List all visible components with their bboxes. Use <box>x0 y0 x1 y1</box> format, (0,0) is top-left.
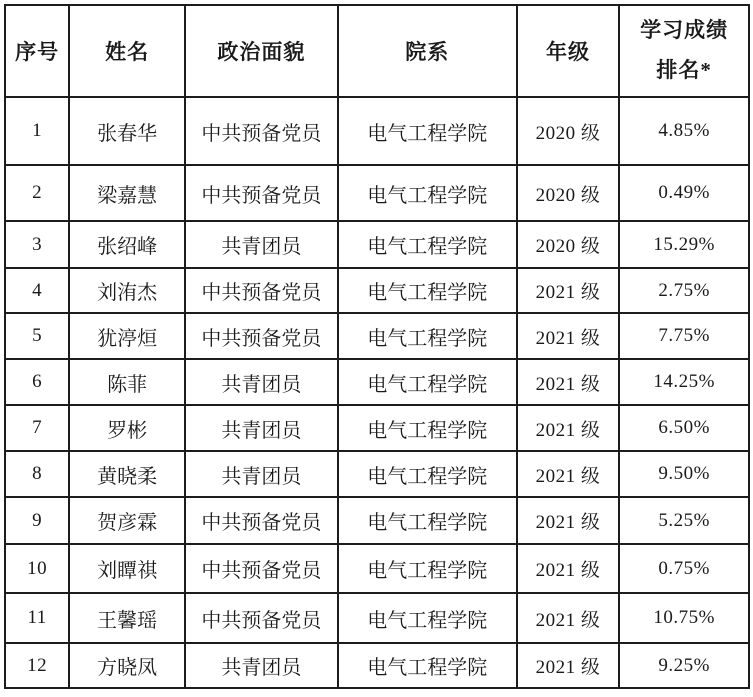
table-row <box>5 593 749 643</box>
table-row <box>5 165 749 221</box>
cell-department: 电气工程学院 <box>338 268 517 313</box>
cell-rank: 2.75% <box>619 268 749 313</box>
cell-political-status: 共青团员 <box>185 405 338 451</box>
cell-grade: 2020 级 <box>517 221 620 268</box>
col-header-department: 院系 <box>338 5 517 97</box>
cell-political-status: 共青团员 <box>185 359 338 405</box>
cell-index: 9 <box>5 497 69 544</box>
cell-grade: 2021 级 <box>517 313 620 359</box>
cell-political-status: 中共预备党员 <box>185 593 338 643</box>
cell-index: 4 <box>5 268 69 313</box>
cell-political-status: 共青团员 <box>185 643 338 688</box>
cell-department: 电气工程学院 <box>338 313 517 359</box>
cell-name: 黄晓柔 <box>69 451 185 497</box>
cell-rank: 5.25% <box>619 497 749 544</box>
student-roster-table <box>4 4 750 689</box>
table-row <box>5 97 749 165</box>
cell-department: 电气工程学院 <box>338 97 517 165</box>
col-header-index: 序号 <box>5 5 69 97</box>
cell-grade: 2021 级 <box>517 593 620 643</box>
cell-rank: 6.50% <box>619 405 749 451</box>
table-header-row <box>5 5 749 97</box>
cell-name: 王馨瑶 <box>69 593 185 643</box>
cell-rank: 7.75% <box>619 313 749 359</box>
cell-department: 电气工程学院 <box>338 544 517 593</box>
cell-department: 电气工程学院 <box>338 593 517 643</box>
table-row <box>5 268 749 313</box>
cell-index: 12 <box>5 643 69 688</box>
cell-grade: 2021 级 <box>517 405 620 451</box>
table-row <box>5 221 749 268</box>
cell-index: 7 <box>5 405 69 451</box>
cell-name: 张春华 <box>69 97 185 165</box>
cell-rank: 0.49% <box>619 165 749 221</box>
cell-name: 陈菲 <box>69 359 185 405</box>
cell-name: 贺彦霖 <box>69 497 185 544</box>
cell-department: 电气工程学院 <box>338 165 517 221</box>
cell-index: 1 <box>5 97 69 165</box>
cell-political-status: 中共预备党员 <box>185 268 338 313</box>
col-header-political-status: 政治面貌 <box>185 5 338 97</box>
cell-grade: 2021 级 <box>517 268 620 313</box>
cell-grade: 2021 级 <box>517 497 620 544</box>
table-row <box>5 405 749 451</box>
cell-index: 3 <box>5 221 69 268</box>
cell-political-status: 中共预备党员 <box>185 544 338 593</box>
cell-grade: 2020 级 <box>517 165 620 221</box>
col-header-grade: 年级 <box>517 5 620 97</box>
table-row <box>5 497 749 544</box>
cell-name: 梁嘉慧 <box>69 165 185 221</box>
cell-political-status: 中共预备党员 <box>185 497 338 544</box>
cell-political-status: 共青团员 <box>185 221 338 268</box>
cell-index: 5 <box>5 313 69 359</box>
table-row <box>5 359 749 405</box>
cell-department: 电气工程学院 <box>338 359 517 405</box>
cell-index: 8 <box>5 451 69 497</box>
cell-name: 方晓凤 <box>69 643 185 688</box>
col-header-rank-line2: 排名* <box>656 58 712 82</box>
cell-political-status: 中共预备党员 <box>185 97 338 165</box>
cell-name: 犹渟烜 <box>69 313 185 359</box>
cell-name: 罗彬 <box>69 405 185 451</box>
cell-department: 电气工程学院 <box>338 643 517 688</box>
cell-rank: 9.25% <box>619 643 749 688</box>
table-row <box>5 643 749 688</box>
cell-department: 电气工程学院 <box>338 451 517 497</box>
cell-department: 电气工程学院 <box>338 221 517 268</box>
cell-name: 刘瞫祺 <box>69 544 185 593</box>
cell-grade: 2021 级 <box>517 544 620 593</box>
cell-rank: 0.75% <box>619 544 749 593</box>
cell-index: 10 <box>5 544 69 593</box>
col-header-rank <box>619 5 749 97</box>
cell-political-status: 中共预备党员 <box>185 165 338 221</box>
cell-grade: 2021 级 <box>517 451 620 497</box>
cell-rank: 9.50% <box>619 451 749 497</box>
cell-rank: 10.75% <box>619 593 749 643</box>
col-header-name: 姓名 <box>69 5 185 97</box>
cell-rank: 14.25% <box>619 359 749 405</box>
col-header-rank-line1: 学习成绩 <box>640 18 729 43</box>
table-row <box>5 313 749 359</box>
cell-political-status: 中共预备党员 <box>185 313 338 359</box>
cell-index: 2 <box>5 165 69 221</box>
cell-index: 6 <box>5 359 69 405</box>
cell-name: 张绍峰 <box>69 221 185 268</box>
cell-political-status: 共青团员 <box>185 451 338 497</box>
table-body <box>5 97 749 688</box>
cell-grade: 2021 级 <box>517 643 620 688</box>
cell-department: 电气工程学院 <box>338 497 517 544</box>
table-row <box>5 451 749 497</box>
cell-rank: 15.29% <box>619 221 749 268</box>
cell-rank: 4.85% <box>619 97 749 165</box>
cell-index: 11 <box>5 593 69 643</box>
cell-grade: 2021 级 <box>517 359 620 405</box>
cell-grade: 2020 级 <box>517 97 620 165</box>
cell-name: 刘洧杰 <box>69 268 185 313</box>
table-row <box>5 544 749 593</box>
cell-department: 电气工程学院 <box>338 405 517 451</box>
